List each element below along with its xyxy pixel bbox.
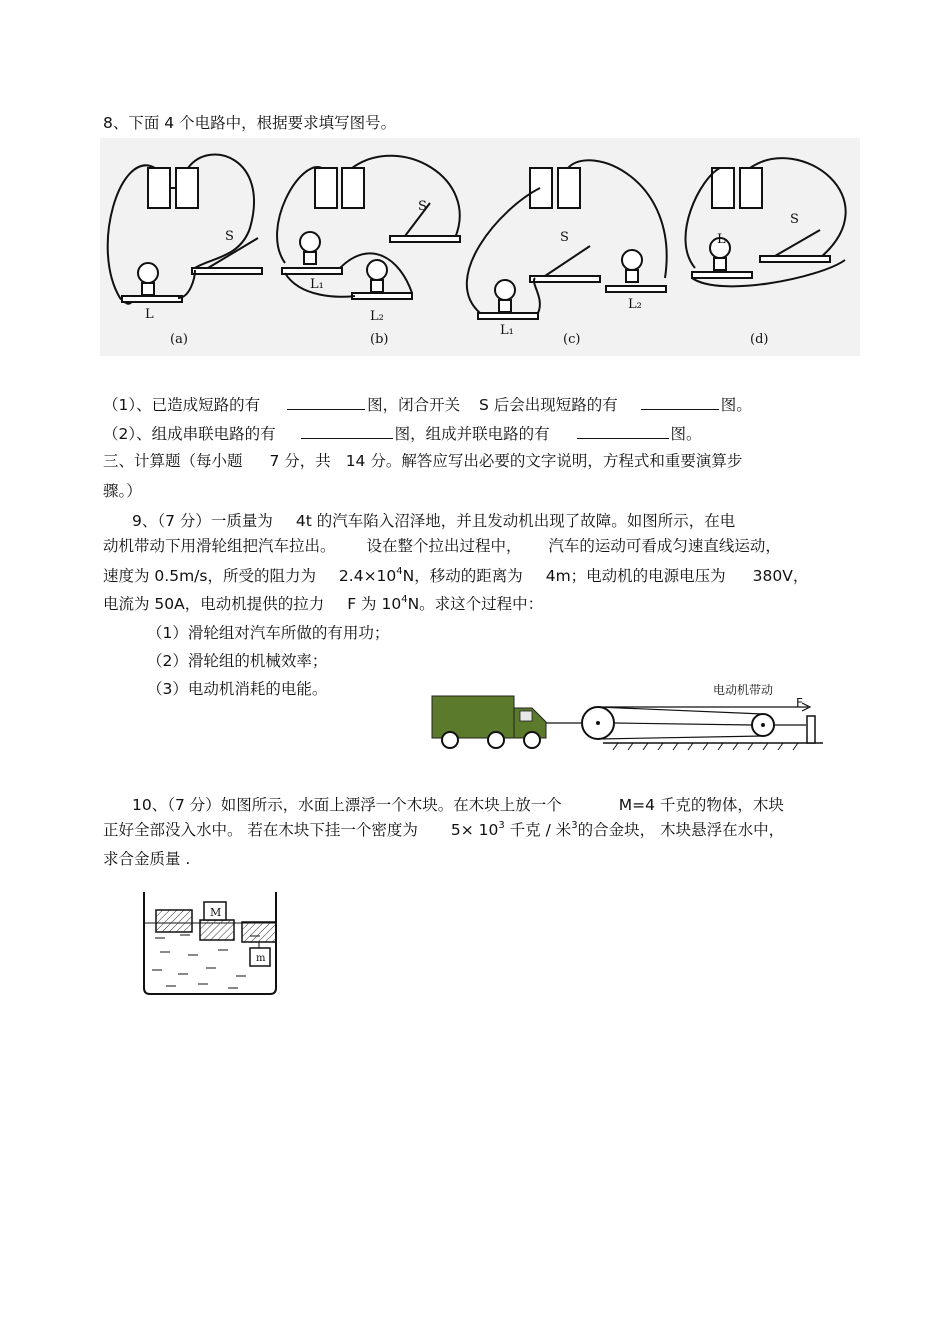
q9-item1: （1）滑轮组对汽车所做的有用功； [147,624,390,642]
circuit-diagrams [100,138,860,356]
figure-label-d: (d) [750,332,769,347]
switch-label-a: S [225,229,234,244]
answer-blank-4[interactable] [577,423,669,439]
figure-label-c: (c) [563,332,581,347]
q8-title: 8、下面 4 个电路中，根据要求填写图号。 [103,114,397,132]
q9-line1: 9、（7 分）一质量为 4t 的汽车陷入沼泽地，并且发动机出现了故障。如图所示，在电 [132,512,736,530]
figure-label-b: (b) [370,332,389,347]
q10-line3: 求合金质量 . [103,850,191,868]
answer-blank-1[interactable] [287,394,365,410]
lamp2-label-b: L₂ [370,309,384,324]
switch-label-c: S [560,230,569,245]
q8-sub1: （1）、已造成短路的有 图，闭合开关 S 后会出现短路的有 图。 [103,396,752,414]
lamp2-label-c: L₂ [628,297,642,312]
motor-label: 电动机带动 [713,683,774,697]
switch-label-b: S [418,199,427,214]
lamp1-label-c: L₁ [500,323,514,338]
lamp-label-a: L [145,307,154,322]
switch-label-d: S [790,212,799,227]
q10-line1: 10、（7 分）如图所示，水面上漂浮一个木块。在木块上放一个 M=4 千克的物体，木块 [132,796,784,814]
q9-line4: 电流为 50A，电动机提供的拉力 F 为 $10^4N$。求这个过程中： [103,594,544,613]
q9-item2: （2）滑轮组的机械效率； [147,652,328,670]
answer-blank-2[interactable] [641,394,719,410]
q9-line3: 速度为 0.5m/s，所受的阻力为 $2.4\times 10^4N$，移动的距离为 4m；电动机的电源电压为 380V， [103,566,809,585]
answer-blank-3[interactable] [301,423,393,439]
lamp1-label-b: L₁ [310,277,324,292]
lamp-label-d: L [717,232,726,247]
truck [432,696,546,748]
floating-block-figure [140,890,282,1000]
mass-m-label: m [256,953,266,964]
q10-line2: 正好全部没入水中。 若在木块下挂一个密度为 $5\times 10^3$ 千克 / 米$^3$的合金块， 木块悬浮在水中， [103,820,785,839]
truck-pulley-figure [428,678,833,758]
mass-M-label: M [210,906,222,919]
section3-line1: 三、计算题（每小题 7 分，共 14 分。解答应写出必要的文字说明，方程式和重要演算步 [103,452,743,470]
figure-label-a: (a) [170,332,188,347]
q8-sub2: （2）、组成串联电路的有 图，组成并联电路的有 图。 [103,425,702,443]
q9-item3: （3）电动机消耗的电能。 [147,680,328,698]
section3-line2: 骤。） [103,482,142,500]
q9-line2: 动机带动下用滑轮组把汽车拉出。 设在整个拉出过程中， 汽车的运动可看成匀速直线运动， [103,537,781,555]
force-label: F [796,696,803,710]
